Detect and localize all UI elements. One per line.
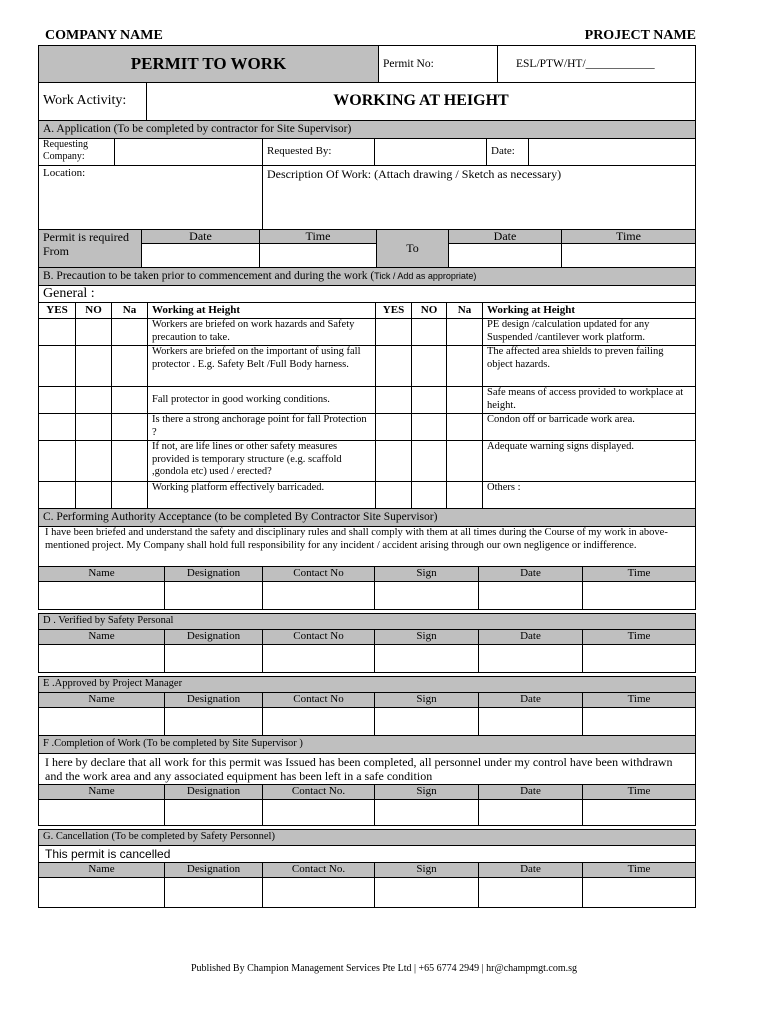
permit-no-label: Permit No: bbox=[379, 46, 498, 83]
right-yes-checkbox[interactable] bbox=[376, 482, 412, 509]
col-name: Name bbox=[39, 785, 165, 800]
section-d-header bbox=[39, 630, 696, 645]
company-name: COMPANY NAME bbox=[45, 28, 163, 43]
designation-input[interactable] bbox=[165, 645, 263, 673]
left-na-checkbox[interactable] bbox=[112, 482, 148, 509]
checklist-row bbox=[39, 387, 696, 414]
col-designation: Designation bbox=[165, 785, 263, 800]
col-name: Name bbox=[39, 693, 165, 708]
name-input[interactable] bbox=[39, 645, 165, 673]
left-no-checkbox[interactable] bbox=[76, 346, 112, 387]
description-field[interactable] bbox=[263, 165, 696, 229]
right-na-checkbox[interactable] bbox=[447, 414, 483, 441]
col-contact-no: Contact No bbox=[263, 630, 375, 645]
sign-input[interactable] bbox=[375, 878, 479, 908]
contact-no-input[interactable] bbox=[263, 800, 375, 826]
permit-period-table bbox=[38, 230, 696, 269]
col-sign: Sign bbox=[375, 785, 479, 800]
to-label: To bbox=[377, 230, 449, 268]
permit-from-label: Permit is required From bbox=[39, 230, 142, 268]
right-checklist-item: PE design /calculation updated for any Suspended /cantilever work platform. bbox=[483, 319, 696, 346]
left-yes-checkbox[interactable] bbox=[39, 414, 76, 441]
designation-input[interactable] bbox=[165, 878, 263, 908]
checklist-row bbox=[39, 482, 696, 509]
left-no-checkbox[interactable] bbox=[76, 319, 112, 346]
left-yes-checkbox[interactable] bbox=[39, 387, 76, 414]
right-no-checkbox[interactable] bbox=[412, 482, 447, 509]
time-input[interactable] bbox=[583, 645, 696, 673]
section-a-title: A. Application (To be completed by contractor for Site Supervisor) bbox=[39, 121, 696, 139]
col-date: Date bbox=[479, 567, 583, 582]
col-date: Date bbox=[479, 693, 583, 708]
right-yes-checkbox[interactable] bbox=[376, 441, 412, 482]
checklist-row bbox=[39, 441, 696, 482]
to-date-input[interactable] bbox=[449, 244, 562, 268]
section-e-header bbox=[39, 693, 696, 708]
permit-no-field[interactable]: ESL/PTW/HT/____________ bbox=[498, 46, 696, 83]
date-label: Date: bbox=[487, 138, 529, 165]
left-yes-checkbox[interactable] bbox=[39, 319, 76, 346]
col-sign: Sign bbox=[375, 863, 479, 878]
checklist-body bbox=[39, 319, 696, 509]
section-f-signature-row bbox=[39, 800, 696, 826]
sign-input[interactable] bbox=[375, 708, 479, 736]
col-designation: Designation bbox=[165, 693, 263, 708]
col-time: Time bbox=[583, 863, 696, 878]
designation-input[interactable] bbox=[165, 582, 263, 610]
col-designation: Designation bbox=[165, 863, 263, 878]
date-input[interactable] bbox=[529, 138, 696, 165]
section-g-statement: This permit is cancelled bbox=[39, 846, 696, 863]
col-time: Time bbox=[583, 693, 696, 708]
time-input[interactable] bbox=[583, 800, 696, 826]
section-g-signature-row bbox=[39, 878, 696, 908]
section-c-statement: I have been briefed and understand the safety and disciplinary rules and shall comply with them at all times during the Course of my work in above-mentioned project. My Company shall hold full responsibility for any incident / accident arising through our own negligence or indifference. bbox=[39, 527, 696, 567]
time-input[interactable] bbox=[583, 708, 696, 736]
section-b-title-main: B. Precaution to be taken prior to commencement and during the work ( bbox=[43, 270, 375, 283]
left-no-checkbox[interactable] bbox=[76, 482, 112, 509]
right-no-checkbox[interactable] bbox=[412, 387, 447, 414]
col-name: Name bbox=[39, 567, 165, 582]
col-no-left: NO bbox=[76, 303, 112, 319]
right-na-checkbox[interactable] bbox=[447, 441, 483, 482]
section-f-header bbox=[39, 785, 696, 800]
from-date-input[interactable] bbox=[142, 244, 260, 268]
left-na-checkbox[interactable] bbox=[112, 414, 148, 441]
form-title: PERMIT TO WORK bbox=[39, 46, 379, 83]
footer: Published By Champion Management Services Pte Ltd | +65 6774 2949 | hr@champmgt.com.sg bbox=[190, 963, 578, 974]
work-activity-value[interactable]: WORKING AT HEIGHT bbox=[147, 83, 696, 120]
col-no-right: NO bbox=[412, 303, 447, 319]
to-time-header: Time bbox=[562, 230, 696, 244]
contact-no-input[interactable] bbox=[263, 708, 375, 736]
date-input[interactable] bbox=[479, 708, 583, 736]
right-checklist-item: Others : bbox=[483, 482, 696, 509]
col-contact-no: Contact No. bbox=[263, 863, 375, 878]
left-na-checkbox[interactable] bbox=[112, 441, 148, 482]
contact-no-input[interactable] bbox=[263, 582, 375, 610]
requesting-company-input[interactable] bbox=[115, 138, 263, 165]
col-time: Time bbox=[583, 630, 696, 645]
col-contact-no: Contact No bbox=[263, 693, 375, 708]
section-e-signature-row bbox=[39, 708, 696, 736]
left-yes-checkbox[interactable] bbox=[39, 441, 76, 482]
requested-by-label: Requested By: bbox=[263, 138, 375, 165]
section-b-title-note: Tick / Add as appropriate) bbox=[374, 271, 477, 282]
col-item-right: Working at Height bbox=[483, 303, 696, 319]
sign-input[interactable] bbox=[375, 645, 479, 673]
left-na-checkbox[interactable] bbox=[112, 387, 148, 414]
activity-table bbox=[38, 83, 696, 121]
section-f bbox=[38, 736, 696, 826]
time-input[interactable] bbox=[583, 878, 696, 908]
col-designation: Designation bbox=[165, 630, 263, 645]
permit-form bbox=[38, 45, 696, 908]
left-yes-checkbox[interactable] bbox=[39, 346, 76, 387]
section-b bbox=[38, 268, 696, 509]
location-field[interactable] bbox=[39, 165, 263, 229]
section-d-title: D . Verified by Safety Personal bbox=[39, 614, 696, 630]
col-time: Time bbox=[583, 567, 696, 582]
left-na-checkbox[interactable] bbox=[112, 346, 148, 387]
col-contact-no: Contact No bbox=[263, 567, 375, 582]
section-c-title: C. Performing Authority Acceptance (to be completed By Contractor Site Supervisor) bbox=[39, 509, 696, 527]
right-na-checkbox[interactable] bbox=[447, 346, 483, 387]
right-no-checkbox[interactable] bbox=[412, 346, 447, 387]
section-e-title: E .Approved by Project Manager bbox=[39, 677, 696, 693]
time-input[interactable] bbox=[583, 582, 696, 610]
col-name: Name bbox=[39, 630, 165, 645]
left-checklist-item: If not, are life lines or other safety measures provided is temporary structure (e.g. scaffold ,gondola etc) used / erected? bbox=[148, 441, 376, 482]
general-label: General : bbox=[39, 286, 696, 303]
requesting-company-label: Requesting Company: bbox=[39, 138, 115, 165]
sign-input[interactable] bbox=[375, 800, 479, 826]
left-checklist-item: Workers are briefed on work hazards and Safety precaution to take. bbox=[148, 319, 376, 346]
right-no-checkbox[interactable] bbox=[412, 441, 447, 482]
section-f-title: F .Completion of Work (To be completed by Site Supervisor ) bbox=[39, 736, 696, 754]
col-sign: Sign bbox=[375, 567, 479, 582]
right-yes-checkbox[interactable] bbox=[376, 346, 412, 387]
section-e bbox=[38, 676, 696, 736]
section-c-header bbox=[39, 567, 696, 582]
right-yes-checkbox[interactable] bbox=[376, 319, 412, 346]
left-na-checkbox[interactable] bbox=[112, 319, 148, 346]
col-date: Date bbox=[479, 785, 583, 800]
col-na-left: Na bbox=[112, 303, 148, 319]
name-input[interactable] bbox=[39, 582, 165, 610]
from-date-header: Date bbox=[142, 230, 260, 244]
right-checklist-item: Adequate warning signs displayed. bbox=[483, 441, 696, 482]
right-checklist-item: Condon off or barricade work area. bbox=[483, 414, 696, 441]
section-d-signature-row bbox=[39, 645, 696, 673]
name-input[interactable] bbox=[39, 878, 165, 908]
left-no-checkbox[interactable] bbox=[76, 441, 112, 482]
col-yes-right: YES bbox=[376, 303, 412, 319]
date-input[interactable] bbox=[479, 878, 583, 908]
col-na-right: Na bbox=[447, 303, 483, 319]
right-yes-checkbox[interactable] bbox=[376, 387, 412, 414]
right-na-checkbox[interactable] bbox=[447, 482, 483, 509]
work-activity-label: Work Activity: bbox=[39, 83, 147, 120]
checklist-row bbox=[39, 346, 696, 387]
checklist-row bbox=[39, 414, 696, 441]
date-input[interactable] bbox=[479, 582, 583, 610]
col-contact-no: Contact No. bbox=[263, 785, 375, 800]
col-sign: Sign bbox=[375, 693, 479, 708]
name-input[interactable] bbox=[39, 800, 165, 826]
checklist-row bbox=[39, 319, 696, 346]
right-no-checkbox[interactable] bbox=[412, 414, 447, 441]
right-checklist-item: Safe means of access provided to workplace at height. bbox=[483, 387, 696, 414]
project-name: PROJECT NAME bbox=[584, 28, 696, 43]
title-table bbox=[38, 45, 696, 83]
col-time: Time bbox=[583, 785, 696, 800]
sign-input[interactable] bbox=[375, 582, 479, 610]
page-header bbox=[45, 28, 696, 46]
col-date: Date bbox=[479, 630, 583, 645]
col-designation: Designation bbox=[165, 567, 263, 582]
requested-by-input[interactable] bbox=[375, 138, 487, 165]
section-f-statement: I here by declare that all work for this permit was Issued has been completed, all personnel under my control have been withdrawn and the work area and any associated equipment has been left in a safe condition bbox=[39, 754, 696, 785]
to-time-input[interactable] bbox=[562, 244, 696, 268]
designation-input[interactable] bbox=[165, 800, 263, 826]
left-no-checkbox[interactable] bbox=[76, 414, 112, 441]
left-checklist-item: Workers are briefed on the important of using fall protector . E.g. Safety Belt /Full Body harness. bbox=[148, 346, 376, 387]
right-na-checkbox[interactable] bbox=[447, 387, 483, 414]
col-date: Date bbox=[479, 863, 583, 878]
section-g-title: G. Cancellation (To be completed by Safety Personnel) bbox=[39, 830, 696, 846]
section-g bbox=[38, 829, 696, 908]
name-input[interactable] bbox=[39, 708, 165, 736]
to-date-header: Date bbox=[449, 230, 562, 244]
left-checklist-item: Working platform effectively barricaded. bbox=[148, 482, 376, 509]
left-no-checkbox[interactable] bbox=[76, 387, 112, 414]
col-sign: Sign bbox=[375, 630, 479, 645]
col-yes-left: YES bbox=[39, 303, 76, 319]
location-label: Location: bbox=[43, 166, 86, 179]
date-input[interactable] bbox=[479, 645, 583, 673]
col-name: Name bbox=[39, 863, 165, 878]
from-time-input[interactable] bbox=[260, 244, 377, 268]
col-item-left: Working at Height bbox=[148, 303, 376, 319]
left-checklist-item: Is there a strong anchorage point for fall Protection ? bbox=[148, 414, 376, 441]
right-na-checkbox[interactable] bbox=[447, 319, 483, 346]
designation-input[interactable] bbox=[165, 708, 263, 736]
from-time-header: Time bbox=[260, 230, 377, 244]
contact-no-input[interactable] bbox=[263, 645, 375, 673]
description-label: Description Of Work: (Attach drawing / Sketch as necessary) bbox=[267, 166, 562, 181]
section-c-signature-row bbox=[39, 582, 696, 610]
right-yes-checkbox[interactable] bbox=[376, 414, 412, 441]
left-yes-checkbox[interactable] bbox=[39, 482, 76, 509]
section-a bbox=[38, 121, 696, 230]
contact-no-input[interactable] bbox=[263, 878, 375, 908]
section-d bbox=[38, 613, 696, 673]
date-input[interactable] bbox=[479, 800, 583, 826]
section-b-title bbox=[39, 268, 696, 286]
right-no-checkbox[interactable] bbox=[412, 319, 447, 346]
right-checklist-item: The affected area shields to preven failing object hazards. bbox=[483, 346, 696, 387]
section-g-header bbox=[39, 863, 696, 878]
left-checklist-item: Fall protector in good working conditions. bbox=[148, 387, 376, 414]
section-c bbox=[38, 509, 696, 610]
